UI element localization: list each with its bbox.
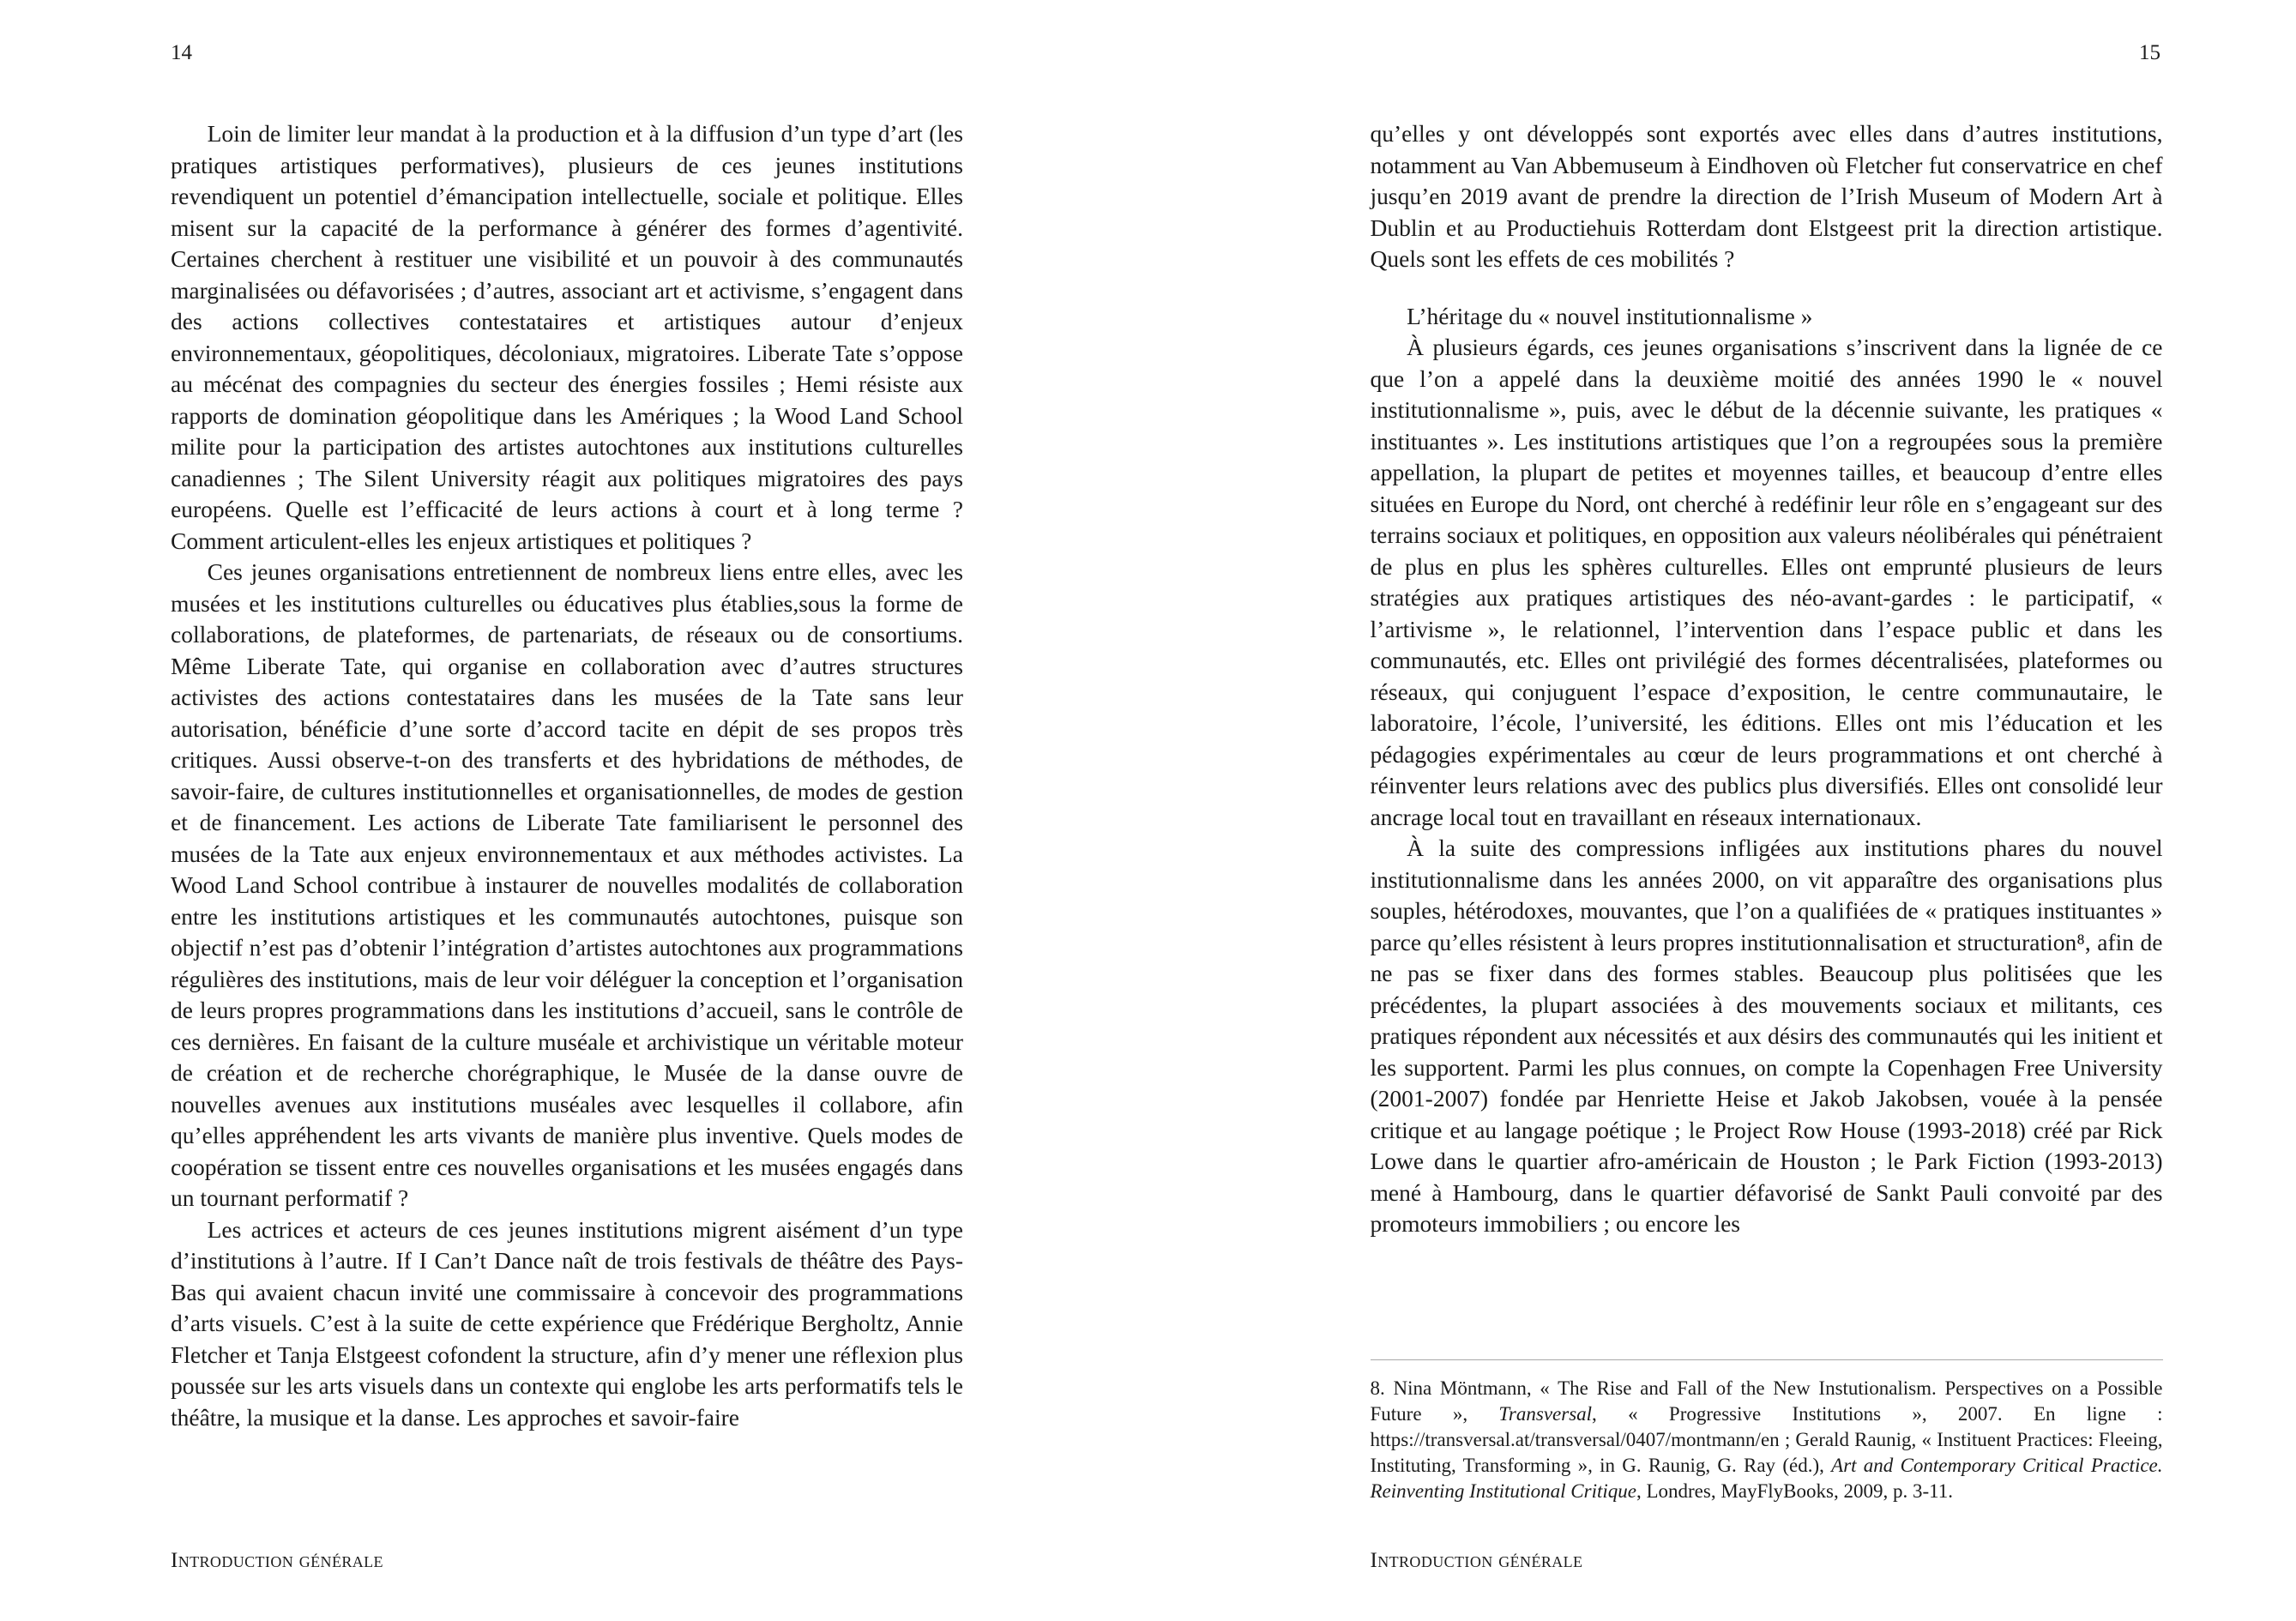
footnote-text: , « Progressive Institutions », 2007. En ligne : https://transversal.at/transversal/0407/montmann/en ; Gerald Raunig, « Instituent Practices: Fleeing, Instituting, Transforming », in G. Raunig, G. Ray (éd.),: [1370, 1403, 2163, 1476]
footnote-text: , Londres, MayFlyBooks, 2009, p. 3-11.: [1636, 1480, 1954, 1502]
footnote-8: [1371, 1376, 2163, 1504]
page-number-right: 15: [2139, 41, 2160, 64]
section-heading: L’héritage du « nouvel institutionnalisme »: [1407, 302, 1813, 329]
paragraph: À plusieurs égards, ces jeunes organisations s’inscrivent dans la lignée de ce que l’on a appelé dans la deuxième moitié des années 1990 le « nouvel institutionnalisme », puis, avec le début de la décennie suivante, les pratiques « instituantes ». Les institutions artistiques que l’on a regroupées sous la première appellation, la plupart de petites et moyennes tailles, et beaucoup d’entre elles situées en Europe du Nord, ont cherché à redéfinir leur rôle en s’engageant sur des terrains sociaux et politiques, en opposition aux valeurs néolibérales qui pénétraient de plus en plus les sphères culturelles. Elles ont emprunté plusieurs de leurs stratégies aux pratiques artistiques des néo-avant-gardes : le participatif, « l’artivisme », le relationnel, l’intervention dans l’espace public et dans les communautés, etc. Elles ont privilégié des formes décentralisées, plateformes ou réseaux, qui conjuguent l’espace d’exposition, le centre communautaire, le laboratoire, l’école, l’université, les éditions. Elles ont mis l’éducation et les pédagogies expérimentales au cœur de leurs programmations et ont cherché à réinventer leurs relations avec des publics plus diversifiés. Elles ont consolidé leur ancrage local tout en travaillant en réseaux internationaux.: [1370, 334, 2163, 830]
footnote-text: Nina Möntmann, « The Rise and Fall of the New Instutionalism. Perspectives on a Possible Future »,: [1370, 1377, 2163, 1425]
left-text-column: [171, 118, 963, 1433]
paragraph: Ces jeunes organisations entretiennent de nombreux liens entre elles, avec les musées et les institutions culturelles ou éducatives plus établies,sous la forme de collaborations, de plateformes, de partenariats, de réseaux ou de consortiums. Même Liberate Tate, qui organise en collaboration avec d’autres structures activistes des actions contestataires dans les musées de la Tate sans leur autorisation, bénéficie d’une sorte d’accord tacite en dépit de ses propos très critiques. Aussi observe-t-on des transferts et des hybridations de méthodes, de savoir-faire, de cultures institutionnelles et organisationnelles, de modes de gestion et de financement. Les actions de Liberate Tate familiarisent le personnel des musées de la Tate aux enjeux environnementaux et aux méthodes activistes. La Wood Land School contribue à instaurer de nouvelles modalités de collaboration entre les institutions artistiques et les communautés autochtones, puisque son objectif n’est pas d’obtenir l’intégration d’artistes autochtones aux programmations régulières des institutions, mais de leur voir déléguer la conception et l’organisation de leurs propres programmations dans les institutions d’accueil, sans le contrôle de ces dernières. En faisant de la culture muséale et archivistique un véritable moteur de création et de recherche chorégraphique, le Musée de la danse ouvre de nouvelles avenues aux institutions muséales avec lesquelles il collabore, afin qu’elles appréhendent les arts vivants de manière plus inventive. Quels modes de coopération se tissent entre ces nouvelles organisations et les musées engagés dans un tournant performatif ?: [171, 558, 963, 1211]
paragraph-continuation: qu’elles y ont développés sont exportés avec elles dans d’autres institutions, notamment au Van Abbemuseum à Eindhoven où Fletcher fut conservatrice en chef jusqu’en 2019 avant de prendre la direction de l’Irish Museum of Modern Art à Dublin et au Productiehuis Rotterdam dont Elstgeest prit la direction artistique. Quels sont les effets de ces mobilités ?: [1370, 120, 2163, 272]
running-footer-right: Introduction générale: [1370, 1549, 1583, 1572]
paragraph: Les actrices et acteurs de ces jeunes institutions migrent aisément d’un type d’institutions à l’autre. If I Can’t Dance naît de trois festivals de théâtre des Pays-Bas qui avaient chacun invité une commissaire à concevoir des programmations d’arts visuels. C’est à la suite de cette expérience que Frédérique Bergholtz, Annie Fletcher et Tanja Elstgeest cofondent la structure, afin d’y mener une réflexion plus poussée sur les arts visuels dans un contexte qui englobe les arts performatifs tels le théâtre, la musique et la danse. Les approches et savoir-faire: [171, 1215, 963, 1431]
right-text-column: [1371, 118, 2163, 1240]
footnote-book-title: Art and Contemporary Critical Practice. Reinventing Institutional Critique: [1370, 1455, 2163, 1502]
page-number-left: 14: [171, 41, 192, 64]
paragraph: À la suite des compressions infligées aux institutions phares du nouvel institutionnalisme dans les années 2000, on vit apparaître des organisations plus souples, hétérodoxes, mouvantes, que l’on a qualifiées de « pratiques instituantes » parce qu’elles résistent à leurs propres institutionnalisation et structuration⁸, afin de ne pas se fixer dans des formes stables. Beaucoup plus politisées que les précédentes, la plupart associées à des mouvements sociaux et militants, ces pratiques répondent aux nécessités et aux désirs des communautés qui les initient et les supportent. Parmi les plus connues, on compte la Copenhagen Free University (2001-2007) fondée par Henriette Heise et Jakob Jakobsen, vouée à la pensée critique et au langage poétique ; le Project Row House (1993-2018) créé par Rick Lowe dans le quartier afro-américain de Houston ; le Park Fiction (1993-2013) mené à Hambourg, dans le quartier défavorisé de Sankt Pauli convoité par des promoteurs immobiliers ; ou encore les: [1370, 835, 2163, 1237]
page-right: [1148, 0, 2296, 1621]
footnote-number: 8.: [1370, 1377, 1394, 1399]
running-footer-left: Introduction générale: [171, 1549, 383, 1572]
footnote-divider: [1371, 1359, 2163, 1360]
footnote-section: [1371, 1359, 2163, 1504]
footnote-journal-title: Transversal: [1498, 1403, 1593, 1425]
paragraph: Loin de limiter leur mandat à la production et à la diffusion d’un type d’art (les pratiques artistiques performatives), plusieurs de ces jeunes institutions revendiquent un potentiel d’émancipation intellectuelle, sociale et politique. Elles misent sur la capacité de la performance à générer des formes d’agentivité. Certaines cherchent à restituer une visibilité et un pouvoir à des communautés marginalisées ou défavorisées ; d’autres, associant art et activisme, s’engagent dans des actions collectives contestataires et artistiques autour d’enjeux environnementaux, géopolitiques, décoloniaux, migratoires. Liberate Tate s’oppose au mécénat des compagnies du secteur des énergies fossiles ; Hemi résiste aux rapports de domination géopolitique dans les Amériques ; la Wood Land School milite pour la participation des artistes autochtones aux institutions culturelles canadiennes ; The Silent University réagit aux politiques migratoires des pays européens. Quelle est l’efficacité de leurs actions à court et à long terme ? Comment articulent-elles les enjeux artistiques et politiques ?: [171, 120, 963, 554]
